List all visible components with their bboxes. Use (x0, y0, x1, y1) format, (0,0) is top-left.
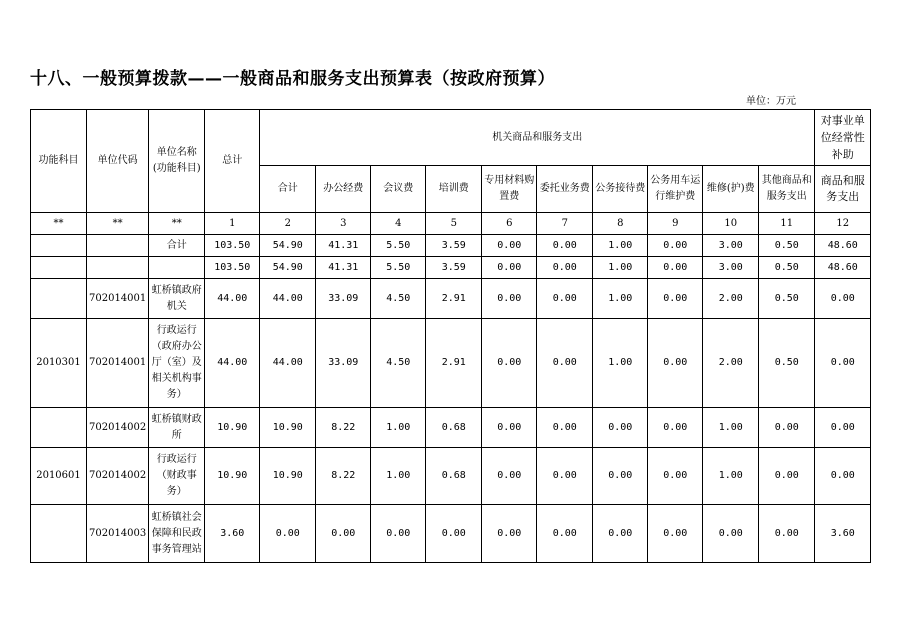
index-cell: ** (31, 213, 87, 235)
amount-cell: 0.00 (759, 448, 815, 505)
amount-cell: 0.00 (537, 319, 593, 408)
amount-cell: 1.00 (593, 279, 648, 319)
amount-cell: 48.60 (815, 235, 871, 257)
amount-cell: 0.00 (426, 505, 482, 563)
unit-code-cell: 702014001 (87, 319, 149, 408)
amount-cell: 103.50 (205, 235, 260, 257)
amount-cell: 0.68 (426, 448, 482, 505)
amount-cell: 0.00 (482, 319, 537, 408)
amount-cell: 0.00 (648, 319, 703, 408)
unit-name-cell: 行政运行（财政事务） (149, 448, 205, 505)
table-row (31, 319, 871, 408)
header-group: 机关商品和服务支出 (260, 110, 815, 166)
col-header: 商品和服务支出 (815, 166, 871, 213)
func-subject-cell (31, 235, 87, 257)
amount-cell: 10.90 (205, 448, 260, 505)
amount-cell: 0.00 (648, 408, 703, 448)
index-cell: ** (87, 213, 149, 235)
index-cell: 5 (426, 213, 482, 235)
amount-cell: 48.60 (815, 257, 871, 279)
table-row (31, 279, 871, 319)
amount-cell: 44.00 (260, 279, 316, 319)
amount-cell: 0.00 (537, 257, 593, 279)
index-cell: 1 (205, 213, 260, 235)
amount-cell: 103.50 (205, 257, 260, 279)
amount-cell: 0.00 (260, 505, 316, 563)
amount-cell: 0.00 (815, 408, 871, 448)
amount-cell: 0.68 (426, 408, 482, 448)
col-header: 其他商品和服务支出 (759, 166, 815, 213)
col-header: 公务用车运行维护费 (648, 166, 703, 213)
amount-cell: 0.00 (815, 319, 871, 408)
amount-cell: 1.00 (593, 319, 648, 408)
index-cell: ** (149, 213, 205, 235)
amount-cell: 3.00 (703, 235, 759, 257)
index-cell: 10 (703, 213, 759, 235)
amount-cell: 1.00 (593, 235, 648, 257)
unit-code-cell (87, 235, 149, 257)
amount-cell: 0.00 (482, 279, 537, 319)
amount-cell: 0.00 (482, 448, 537, 505)
amount-cell: 3.60 (815, 505, 871, 563)
amount-cell: 2.91 (426, 319, 482, 408)
amount-cell: 33.09 (316, 319, 371, 408)
table-row (31, 408, 871, 448)
amount-cell: 2.00 (703, 279, 759, 319)
amount-cell: 0.00 (316, 505, 371, 563)
func-subject-cell (31, 408, 87, 448)
amount-cell: 0.00 (537, 235, 593, 257)
unit-name-cell: 虹桥镇财政所 (149, 408, 205, 448)
amount-cell: 0.00 (537, 448, 593, 505)
amount-cell: 10.90 (205, 408, 260, 448)
amount-cell: 2.91 (426, 279, 482, 319)
amount-cell: 0.50 (759, 279, 815, 319)
amount-cell: 0.00 (537, 279, 593, 319)
unit-name-cell: 行政运行（政府办公厅（室）及相关机构事务） (149, 319, 205, 408)
amount-cell: 44.00 (205, 319, 260, 408)
amount-cell: 10.90 (260, 408, 316, 448)
amount-cell: 0.00 (482, 235, 537, 257)
index-cell: 2 (260, 213, 316, 235)
unit-code-cell: 702014003 (87, 505, 149, 563)
amount-cell: 0.00 (482, 505, 537, 563)
amount-cell: 0.00 (537, 505, 593, 563)
amount-cell: 54.90 (260, 235, 316, 257)
amount-cell: 8.22 (316, 408, 371, 448)
table-row (31, 505, 871, 563)
header-unit-name: 单位名称 (功能科目) (149, 110, 205, 213)
table-row (31, 257, 871, 279)
amount-cell: 0.00 (648, 279, 703, 319)
amount-cell: 0.00 (593, 408, 648, 448)
amount-cell: 1.00 (593, 257, 648, 279)
amount-cell: 0.00 (593, 448, 648, 505)
index-cell: 4 (371, 213, 426, 235)
unit-code-cell (87, 257, 149, 279)
header-subsidy: 对事业单位经常性补助 (815, 110, 871, 166)
header-func-subject: 功能科目 (31, 110, 87, 213)
col-header: 合计 (260, 166, 316, 213)
func-subject-cell (31, 505, 87, 563)
amount-cell: 54.90 (260, 257, 316, 279)
budget-table (30, 109, 871, 563)
col-header: 办公经费 (316, 166, 371, 213)
amount-cell: 0.00 (815, 279, 871, 319)
amount-cell: 41.31 (316, 257, 371, 279)
amount-cell: 0.00 (537, 408, 593, 448)
amount-cell: 0.50 (759, 257, 815, 279)
amount-cell: 44.00 (260, 319, 316, 408)
amount-cell: 3.60 (205, 505, 260, 563)
index-cell: 6 (482, 213, 537, 235)
unit-name-cell (149, 257, 205, 279)
amount-cell: 1.00 (371, 448, 426, 505)
amount-cell: 1.00 (371, 408, 426, 448)
index-cell: 7 (537, 213, 593, 235)
amount-cell: 4.50 (371, 319, 426, 408)
amount-cell: 0.00 (648, 448, 703, 505)
header-unit-code: 单位代码 (87, 110, 149, 213)
func-subject-cell: 2010301 (31, 319, 87, 408)
amount-cell: 33.09 (316, 279, 371, 319)
func-subject-cell (31, 257, 87, 279)
index-cell: 12 (815, 213, 871, 235)
amount-cell: 2.00 (703, 319, 759, 408)
index-cell: 3 (316, 213, 371, 235)
amount-cell: 0.00 (482, 257, 537, 279)
amount-cell: 0.50 (759, 319, 815, 408)
index-cell: 11 (759, 213, 815, 235)
amount-cell: 0.50 (759, 235, 815, 257)
index-cell: 8 (593, 213, 648, 235)
unit-label: 单位：万元 (746, 96, 796, 107)
table-row (31, 235, 871, 257)
amount-cell: 41.31 (316, 235, 371, 257)
page-title: 十八、一般预算拨款——一般商品和服务支出预算表（按政府预算） (30, 69, 555, 89)
unit-code-cell: 702014001 (87, 279, 149, 319)
amount-cell: 0.00 (371, 505, 426, 563)
unit-name-cell: 虹桥镇社会保障和民政事务管理站 (149, 505, 205, 563)
amount-cell: 0.00 (593, 505, 648, 563)
amount-cell: 0.00 (815, 448, 871, 505)
amount-cell: 3.59 (426, 235, 482, 257)
amount-cell: 3.59 (426, 257, 482, 279)
amount-cell: 0.00 (759, 408, 815, 448)
amount-cell: 3.00 (703, 257, 759, 279)
amount-cell: 0.00 (759, 505, 815, 563)
amount-cell: 5.50 (371, 257, 426, 279)
col-header: 委托业务费 (537, 166, 593, 213)
col-header: 培训费 (426, 166, 482, 213)
amount-cell: 10.90 (260, 448, 316, 505)
table-row (31, 448, 871, 505)
amount-cell: 0.00 (648, 505, 703, 563)
col-header: 专用材料购置费 (482, 166, 537, 213)
amount-cell: 0.00 (648, 235, 703, 257)
func-subject-cell: 2010601 (31, 448, 87, 505)
amount-cell: 1.00 (703, 408, 759, 448)
func-subject-cell (31, 279, 87, 319)
amount-cell: 0.00 (648, 257, 703, 279)
unit-code-cell: 702014002 (87, 448, 149, 505)
unit-code-cell: 702014002 (87, 408, 149, 448)
amount-cell: 1.00 (703, 448, 759, 505)
index-cell: 9 (648, 213, 703, 235)
amount-cell: 4.50 (371, 279, 426, 319)
unit-name-cell: 合计 (149, 235, 205, 257)
header-total: 总计 (205, 110, 260, 213)
amount-cell: 5.50 (371, 235, 426, 257)
col-header: 公务接待费 (593, 166, 648, 213)
amount-cell: 0.00 (482, 408, 537, 448)
col-header: 维修(护)费 (703, 166, 759, 213)
unit-name-cell: 虹桥镇政府机关 (149, 279, 205, 319)
amount-cell: 8.22 (316, 448, 371, 505)
amount-cell: 0.00 (703, 505, 759, 563)
col-header: 会议费 (371, 166, 426, 213)
amount-cell: 44.00 (205, 279, 260, 319)
